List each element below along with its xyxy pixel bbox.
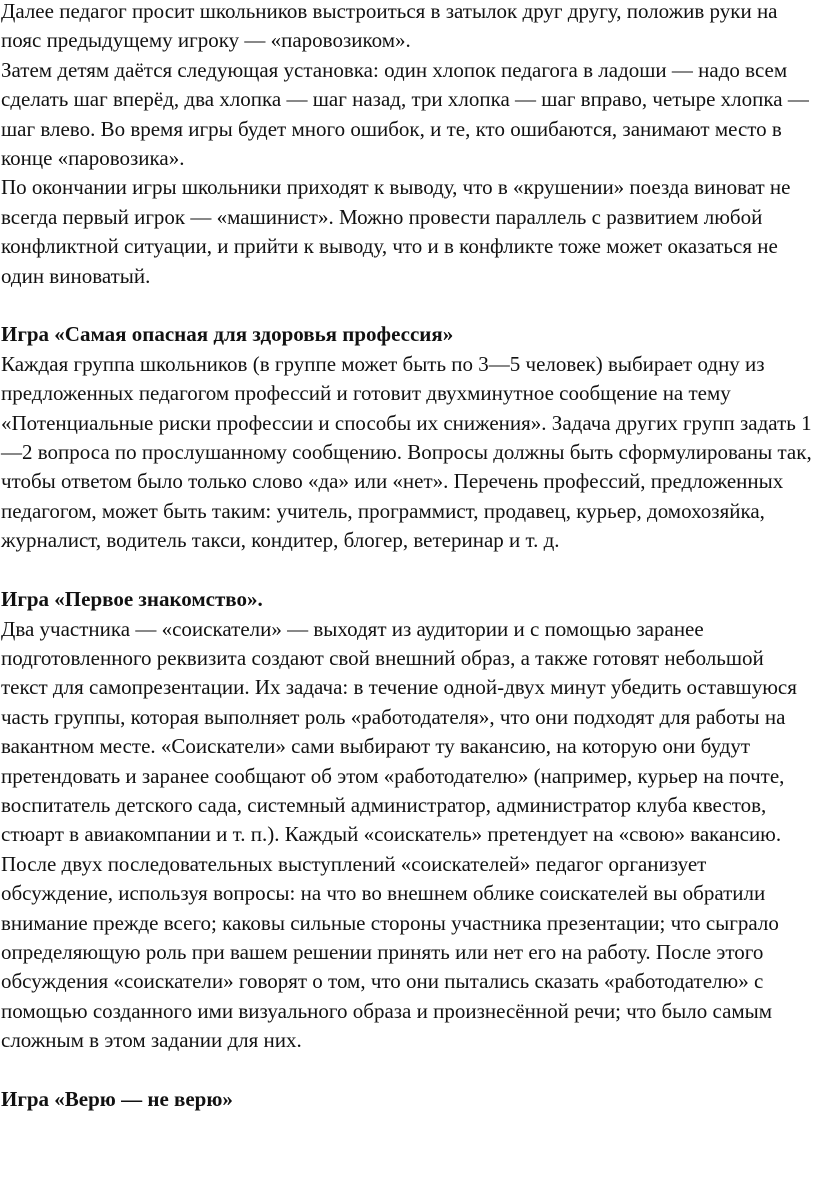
paragraph-conclusion: По окончании игры школьники приходят к выводу, что в «крушении» поезда виноват не всегда первый игрок — «машинист». Можно провести параллель с развитием любой конфликтной ситуации, и прийти к выводу, что и в конфликте тоже может оказаться не один виноватый. [1,175,791,288]
paragraph-train-line: Далее педагог просит школьников выстроиться в затылок друг другу, положив руки на пояс предыдущему игроку — «паровозиком». [1,0,778,53]
heading-believe-not-believe: Игра «Верю — не верю» [1,1086,233,1111]
paragraph-first-acquaintance: Два участника — «соискатели» — выходят из аудитории и с помощью заранее подготовленного реквизита создают свой внешний образ, а также готовят небольшой текст для самопрезентации. Их задача: в течение одной-двух минут убедить оставшуюся часть группы, которая выполняет роль «работодателя», что они подходят для работы на вакантном месте. «Соискатели» сами выбирают ту вакансию, на которую они будут претендовать и заранее сообщают об этом «работодателю» (например, курьер на почте, воспитатель детского сада, системный администратор, администратор клуба квестов, стюарт в авиакомпании и т. п.). Каждый «соискатель» претендует на «свою» вакансию. После двух последовательных выступлений «соискателей» педагог организует обсуждение, используя вопросы: на что во внешнем облике соискателей вы обратили внимание прежде всего; каковы сильные стороны участника презентации; что сыграло определяющую роль при вашем решении принять или нет его на работу. После этого обсуждения «соискатели» говорят о том, что они пытались сказать «работодателю» с помощью созданного ими визуального образа и произнесённой речи; что было самым сложным в этом задании для них. [1,616,797,1053]
heading-first-acquaintance: Игра «Первое знакомство». [1,587,263,612]
paragraph-dangerous-profession: Каждая группа школьников (в группе может быть по 3—5 человек) выбирает одну из предложенных педагогом профессий и готовит двухминутное сообщение на тему «Потенциальные риски профессии и способы их снижения». Задача других групп задать 1—2 вопроса по прослушанному сообщению. Вопросы должны быть сформулированы так, чтобы ответом было только слово «да» или «нет». Перечень профессий, предложенных педагогом, может быть таким: учитель, программист, продавец, курьер, домохозяйка, журналист, водитель такси, кондитер, блогер, ветеринар и т. д. [1,351,812,553]
paragraph-claps-rules: Затем детям даётся следующая установка: один хлопок педагога в ладоши — надо всем сделать шаг вперёд, два хлопка — шаг назад, три хлопка — шаг вправо, четыре хлопка — шаг влево. Во время игры будет много ошибок, и те, кто ошибаются, занимают место в конце «паровозика». [1,57,809,171]
heading-dangerous-profession: Игра «Самая опасная для здоровья профессия» [1,322,454,347]
